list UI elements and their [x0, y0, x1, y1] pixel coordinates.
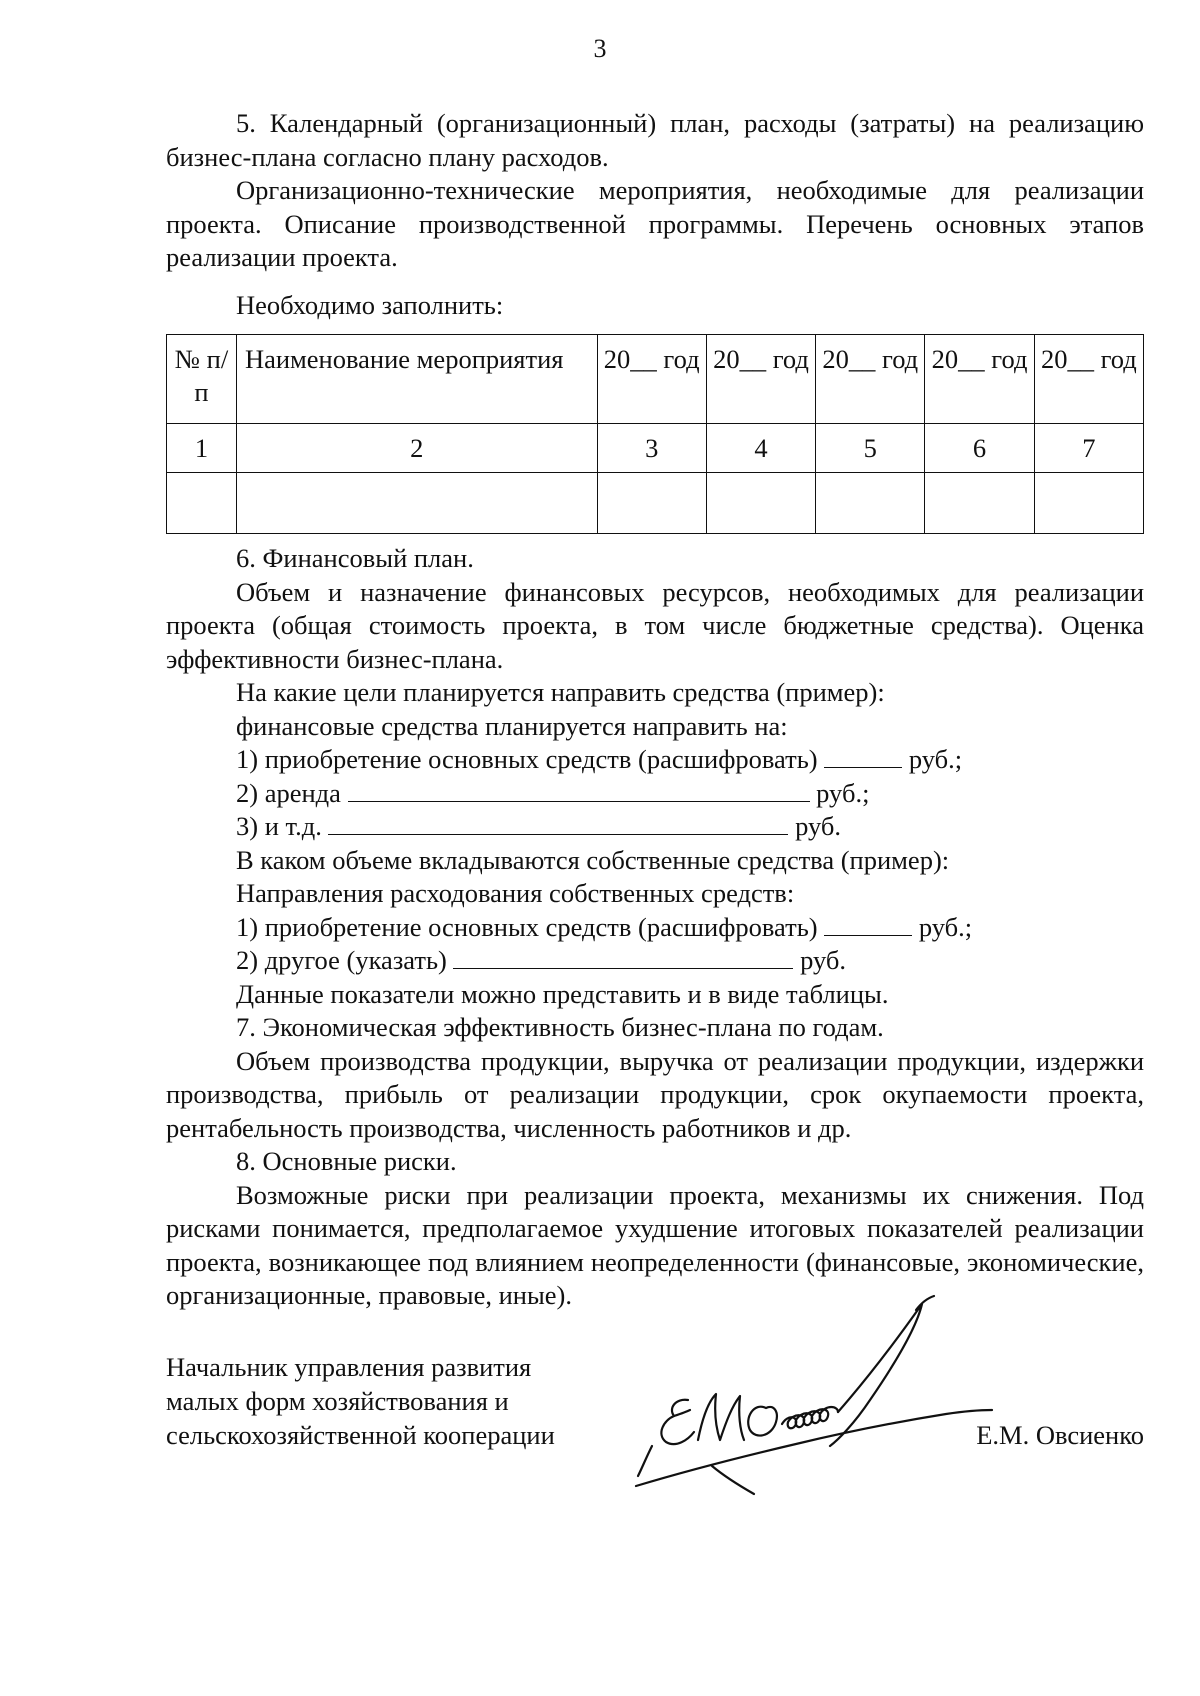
table-cell [706, 473, 815, 534]
section5-heading: 5. Календарный (организационный) план, расходы (затраты) на реализацию бизнес-плана согласно плану расходов. [166, 108, 1144, 172]
table-cell: 6 [925, 424, 1034, 473]
section7-description: Объем производства продукции, выручка от реализации продукции, издержки производства, прибыль от реализации продукции, срок окупаемости проекта, рентабельность производства, численность работников и др. [166, 1045, 1144, 1143]
page-number: 3 [593, 34, 607, 63]
table-header-row [167, 335, 1144, 424]
section6-heading: 6. Финансовый план. [236, 543, 474, 573]
signature-block [166, 1350, 1144, 1490]
blank-line [824, 913, 912, 936]
expense-item-1-unit: руб.; [908, 744, 963, 774]
fill-label: Необходимо заполнить: [236, 289, 504, 320]
expense-item-1-label: 1) приобретение основных средств (расшифровать) [236, 744, 818, 774]
table-cell [816, 473, 925, 534]
expense-item-3-unit: руб. [795, 811, 841, 841]
expense-item-2-unit: руб.; [816, 777, 870, 808]
header-cell-year: 20__ год [925, 335, 1034, 424]
table-cell: 1 [167, 424, 237, 473]
document-body [166, 107, 1144, 1313]
table-cell [925, 473, 1034, 534]
header-cell-year: 20__ год [706, 335, 815, 424]
expense-item-1 [166, 743, 1144, 777]
position-line: сельскохозяйственной кооперации [166, 1420, 555, 1450]
header-cell-year: 20__ год [816, 335, 925, 424]
section5-description: Организационно-технические мероприятия, необходимые для реализации проекта. Описание производственной программы. Перечень основных этапов реализации проекта. [166, 175, 1144, 272]
header-cell-number: № п/п [167, 335, 237, 424]
own-funds-intro: Направления расходования собственных средств: [236, 878, 795, 908]
header-cell-year: 20__ год [597, 335, 706, 424]
table-empty-row [167, 473, 1144, 534]
position-line: Начальник управления развития [166, 1352, 532, 1382]
expense-item-3-label: 3) и т.д. [236, 811, 322, 841]
table-number-row [167, 424, 1144, 473]
table-cell [1034, 473, 1143, 534]
own-funds-item-1-label: 1) приобретение основных средств (расшифровать) [236, 911, 818, 942]
table-cell: 3 [597, 424, 706, 473]
expense-item-2-label: 2) аренда [236, 777, 341, 808]
handwritten-signature [616, 1290, 996, 1510]
table-cell [597, 473, 706, 534]
header-cell-year: 20__ год [1034, 335, 1143, 424]
section6-description: Объем и назначение финансовых ресурсов, необходимых для реализации проекта (общая стоимость проекта, в том числе бюджетные средства). Оценка эффективности бизнес-плана. [166, 576, 1144, 674]
expense-item-2 [166, 777, 1144, 811]
blank-line [453, 946, 793, 969]
section8-heading: 8. Основные риски. [236, 1146, 457, 1176]
calendar-plan-table [166, 334, 1144, 534]
signer-name: Е.М. Овсиенко [976, 1420, 1144, 1450]
table-cell: 2 [236, 424, 597, 473]
blank-line [328, 812, 788, 835]
section7-heading: 7. Экономическая эффективность бизнес-плана по годам. [236, 1012, 884, 1042]
section6-goals-intro: финансовые средства планируется направить на: [236, 710, 788, 741]
position-line: малых форм хозяйствования и [166, 1386, 509, 1416]
own-funds-question: В каком объеме вкладываются собственные средства (пример): [236, 844, 950, 875]
table-note: Данные показатели можно представить и в виде таблицы. [236, 978, 889, 1009]
table-cell: 4 [706, 424, 815, 473]
table-cell: 7 [1034, 424, 1143, 473]
header-cell-name: Наименование мероприятия [236, 335, 597, 424]
own-funds-item-1 [166, 911, 1144, 945]
own-funds-item-2-unit: руб. [800, 945, 847, 975]
section6-goals-question: На какие цели планируется направить средства (пример): [236, 677, 885, 707]
own-funds-item-1-unit: руб.; [918, 911, 973, 942]
table-cell: 5 [816, 424, 925, 473]
section8-description: Возможные риски при реализации проекта, механизмы их снижения. Под рисками понимается, предполагаемое ухудшение итоговых показателей реализации проекта, возникающее под влиянием неопределенности (финансовые, экономические, организационные, правовые, иные). [166, 1179, 1144, 1310]
signer-position [166, 1350, 626, 1452]
own-funds-item-2 [166, 944, 1144, 978]
blank-line [348, 779, 810, 802]
blank-line [824, 745, 902, 768]
own-funds-item-2-label: 2) другое (указать) [236, 945, 447, 975]
table-cell [236, 473, 597, 534]
expense-item-3 [166, 810, 1144, 844]
table-cell [167, 473, 237, 534]
